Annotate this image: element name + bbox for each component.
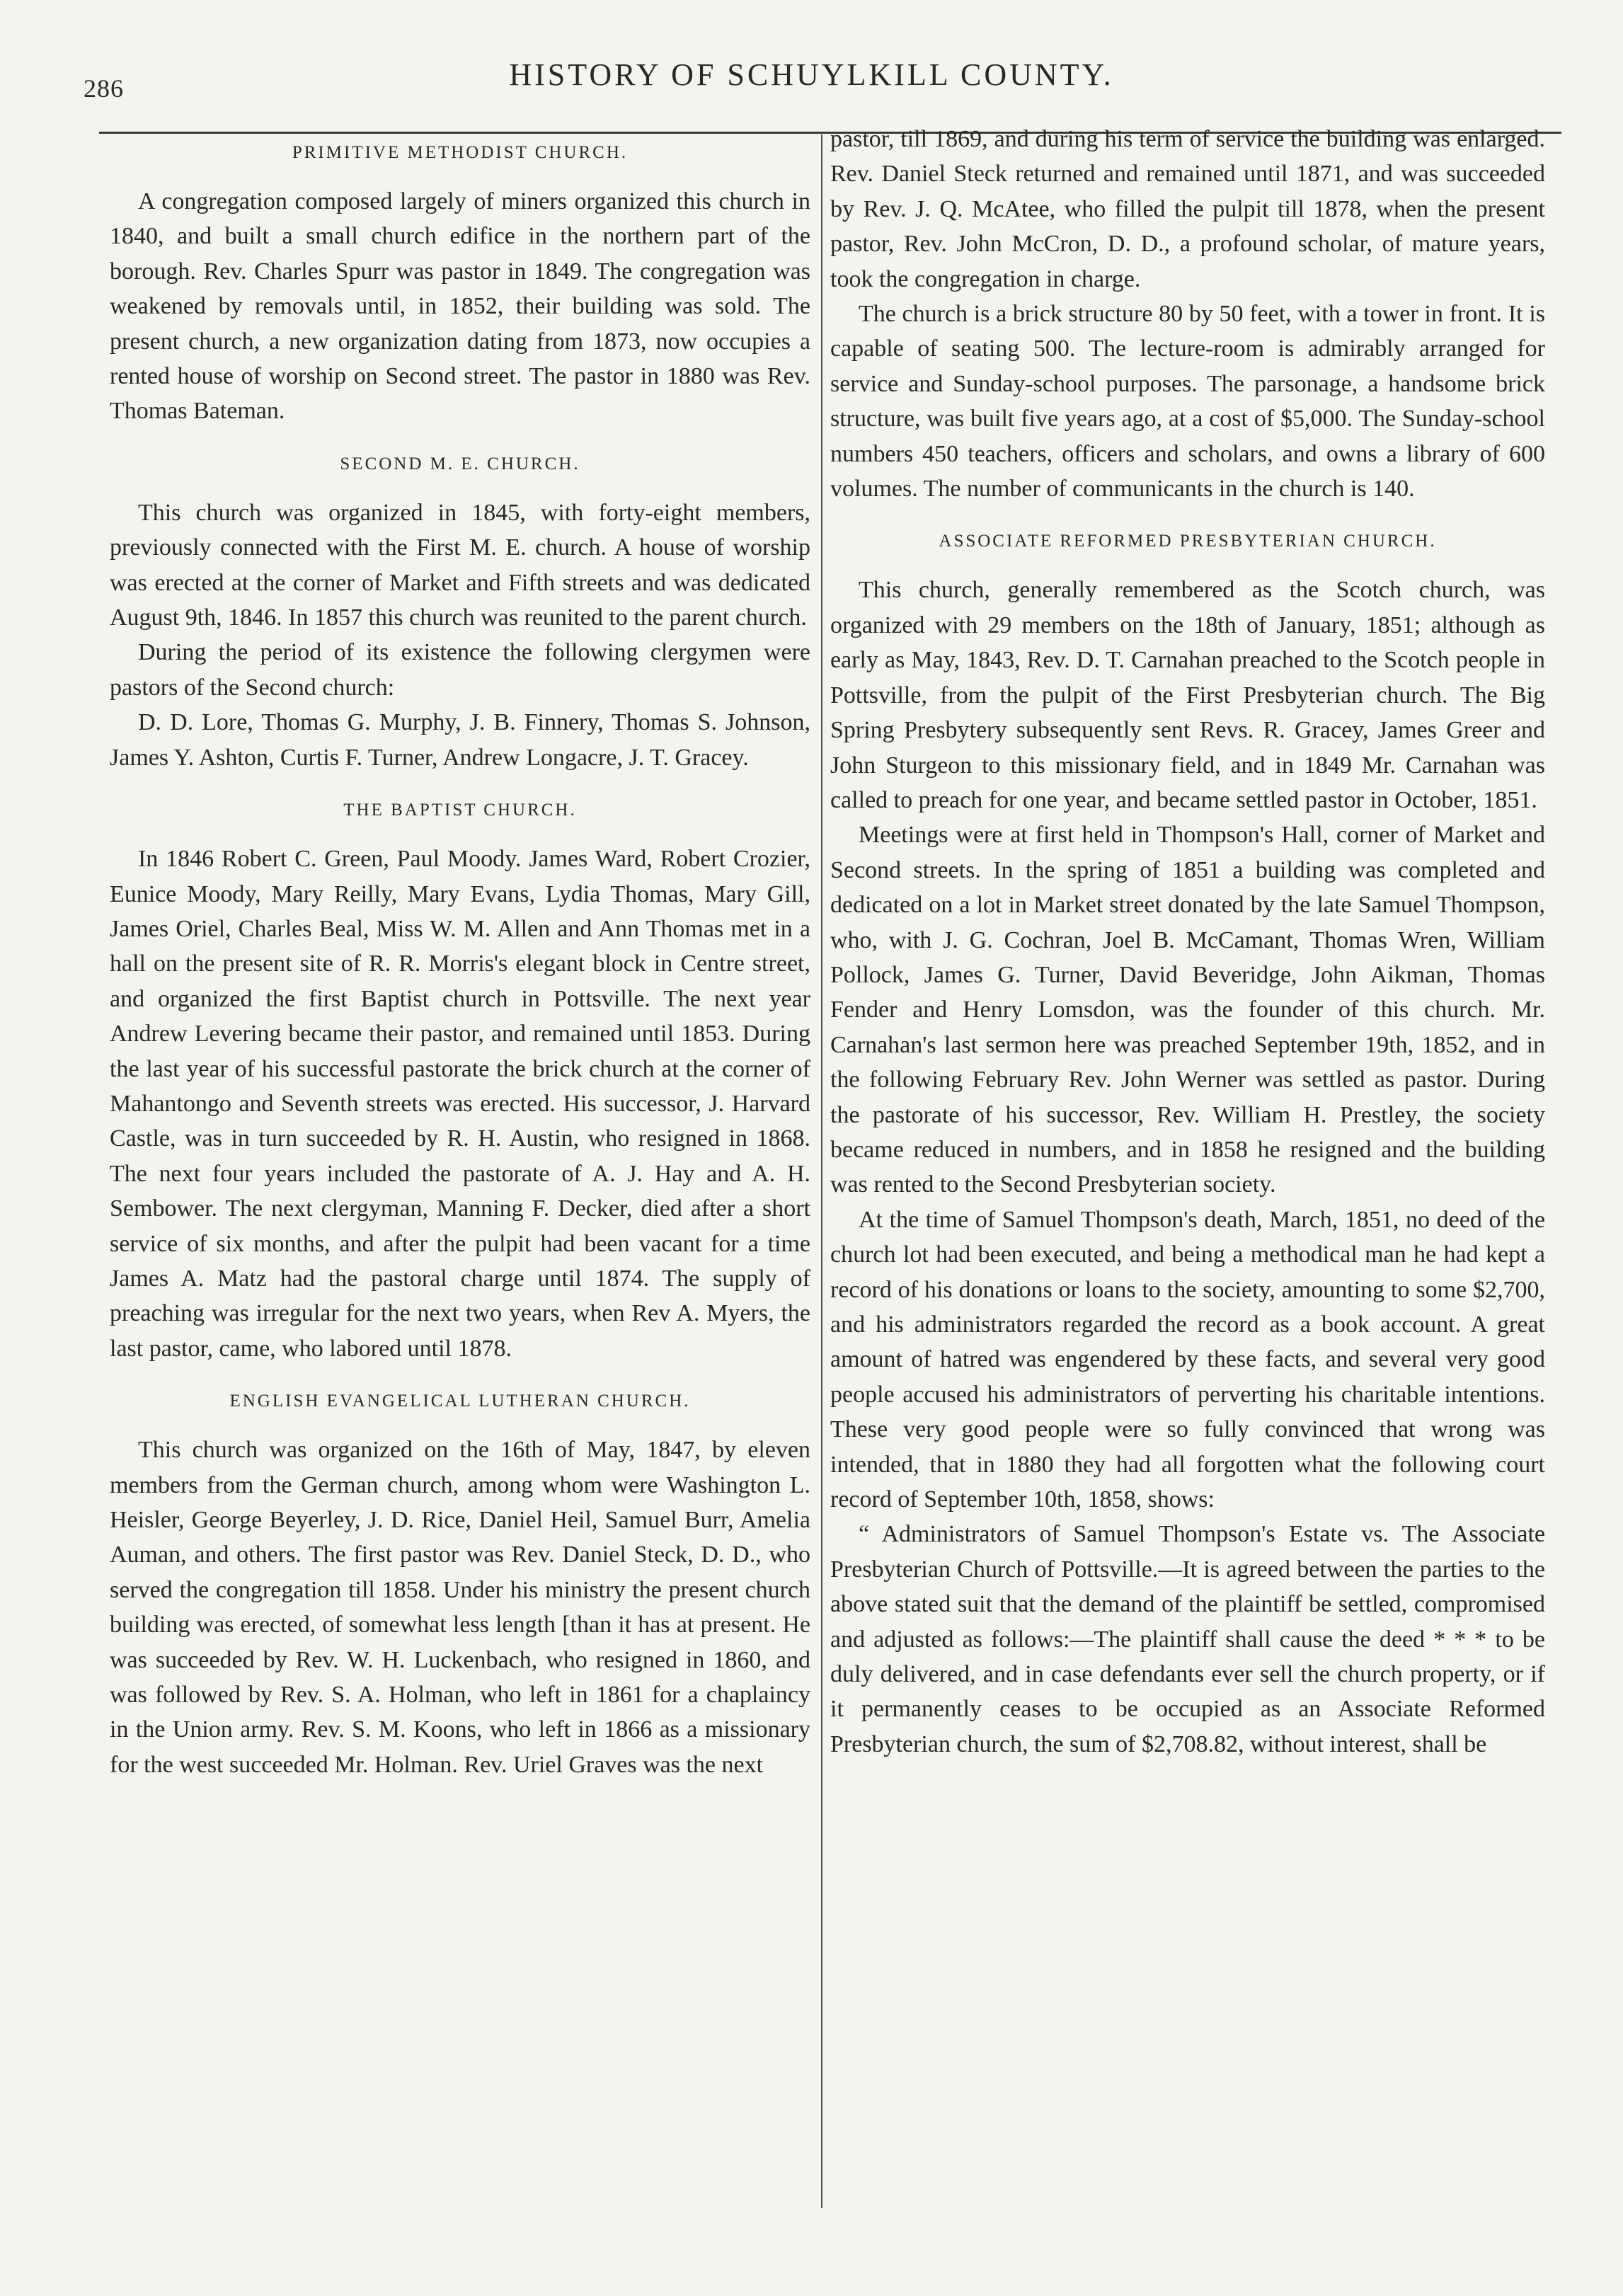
paragraph: D. D. Lore, Thomas G. Murphy, J. B. Finnery, Thomas S. Johnson, James Y. Ashton, Curtis F. Turner, Andrew Longacre, J. T. Gracey. <box>110 709 810 771</box>
paragraph: At the time of Samuel Thompson's death, March, 1851, no deed of the church lot had been executed, and being a methodical man he had kept a record of his donations or loans to the society, amounting to some $2,700, and his administrators regarded the record as a book account. A great amount of hatred was engendered by these facts, and several very good people accused his administrators of perverting his charitable intentions. These very good people were so fully convinced that wrong was intended, that in 1880 they had all forgotten what the following court record of September 10th, 1858, shows: <box>830 1206 1545 1513</box>
section-heading-lutheran: ENGLISH EVANGELICAL LUTHERAN CHURCH. <box>229 1391 691 1411</box>
paragraph: This church was organized in 1845, with forty-eight members, previously connected with the First M. E. church. A house of worship was erected at the corner of Market and Fifth streets and was dedicated August 9th, 1846. In 1857 this church was reunited to the parent church. <box>110 499 810 631</box>
right-column <box>830 122 1545 1762</box>
running-head-title: HISTORY OF SCHUYLKILL COUNTY. <box>509 57 1114 92</box>
paragraph: Meetings were at first held in Thompson's Hall, corner of Market and Second streets. In the spring of 1851 a building was completed and dedicated on a lot in Market street donated by the late Samuel Thompson, who, with J. G. Cochran, Joel B. McCamant, Thomas Wren, William Pollock, James G. Turner, David Beveridge, John Aikman, Thomas Fender and Henry Lomsdon, was the founder of this church. Mr. Carnahan's last sermon here was preached September 19th, 1852, and in the following February Rev. John Werner was settled as pastor. During the pastorate of his successor, Rev. William H. Prestley, the society became reduced in numbers, and in 1858 he resigned and the building was rented to the Second Presbyterian society. <box>830 822 1545 1198</box>
paragraph: In 1846 Robert C. Green, Paul Moody. James Ward, Robert Crozier, Eunice Moody, Mary Reilly, Mary Evans, Lydia Thomas, Mary Gill, James Oriel, Charles Beal, Miss W. M. Allen and Ann Thomas met in a hall on the present site of R. R. Morris's elegant block in Centre street, and organized the first Baptist church in Pottsville. The next year Andrew Levering became their pastor, and remained until 1853. During the last year of his successful pastorate the brick church at the corner of Mahantongo and Seventh streets was erected. His successor, J. Harvard Castle, was in turn succeeded by R. H. Austin, who resigned in 1868. The next four years included the pastorate of A. J. Hay and A. H. Sembower. The next clergyman, Manning F. Decker, died after a short service of six months, and after the pulpit had been vacant for a time James A. Matz had the pastoral charge until 1874. The supply of preaching was irregular for the next two years, when Rev A. Myers, the last pastor, came, who labored until 1878. <box>110 846 810 1362</box>
paragraph: This church was organized on the 16th of May, 1847, by eleven members from the German church, among whom were Washington L. Heisler, George Beyerley, J. D. Rice, Daniel Heil, Samuel Burr, Amelia Auman, and others. The first pastor was Rev. Daniel Steck, D. D., who served the congregation till 1858. Under his ministry the present church building was erected, of somewhat less length [than it has at present. He was succeeded by Rev. W. H. Luckenbach, who resigned in 1860, and was followed by Rev. S. A. Holman, who left in 1861 for a chaplaincy in the Union army. Rev. S. M. Koons, who left in 1866 as a missionary for the west succeeded Mr. Holman. Rev. Uriel Graves was the next <box>110 1437 810 1778</box>
section-heading-primitive: PRIMITIVE METHODIST CHURCH. <box>292 143 629 162</box>
paragraph: “ Administrators of Samuel Thompson's Estate vs. The Associate Presbyterian Church of Pottsville.—It is agreed between the parties to the above stated suit that the demand of the plaintiff be settled, compromised and adjusted as follows:—The plaintiff shall cause the deed * * * to be duly delivered, and in case defendants ever sell the church property, or if it permanently ceases to be occupied as an Associate Reformed Presbyterian church, the sum of $2,708.82, without interest, shall be <box>830 1521 1545 1757</box>
section-heading-second-me: SECOND M. E. CHURCH. <box>340 454 580 473</box>
paragraph: This church, generally remembered as the Scotch church, was organized with 29 members on the 18th of January, 1851; although as early as May, 1843, Rev. D. T. Carnahan preached to the Scotch people in Pottsville, from the pulpit of the First Presbyterian church. The Big Spring Presbytery subsequently sent Revs. R. Gracey, James Greer and John Sturgeon to this missionary field, and in 1849 Mr. Carnahan was called to preach for one year, and became settled pastor in October, 1851. <box>830 577 1545 813</box>
paragraph: A congregation composed largely of miners organized this church in 1840, and built a small church edifice in the northern part of the borough. Rev. Charles Spurr was pastor in 1849. The congregation was weakened by removals until, in 1852, their building was sold. The present church, a new organization dating from 1873, now occupies a rented house of worship on Second street. The pastor in 1880 was Rev. Thomas Bateman. <box>110 188 810 425</box>
paragraph: The church is a brick structure 80 by 50 feet, with a tower in front. It is capable of seating 500. The lecture-room is admirably arranged for service and Sunday-school purposes. The parsonage, a handsome brick structure, was built five years ago, at a cost of $5,000. The Sunday-school numbers 450 teachers, officers and scholars, and owns a library of 600 volumes. The number of communicants in the church is 140. <box>830 301 1545 503</box>
paragraph: pastor, till 1869, and during his term of service the building was enlarged. Rev. Daniel Steck returned and remained until 1871, and was succeeded by Rev. J. Q. McAtee, who filled the pulpit till 1878, when the present pastor, Rev. John McCron, D. D., a profound scholar, of mature years, took the congregation in charge. <box>830 126 1545 292</box>
left-column <box>110 139 810 1782</box>
column-divider <box>821 134 822 2208</box>
paragraph: During the period of its existence the following clergymen were pastors of the Second church: <box>110 639 810 701</box>
page-number: 286 <box>84 74 124 103</box>
section-heading-associate-reformed: ASSOCIATE REFORMED PRESBYTERIAN CHURCH. <box>939 532 1437 551</box>
section-heading-baptist: THE BAPTIST CHURCH. <box>343 800 577 820</box>
